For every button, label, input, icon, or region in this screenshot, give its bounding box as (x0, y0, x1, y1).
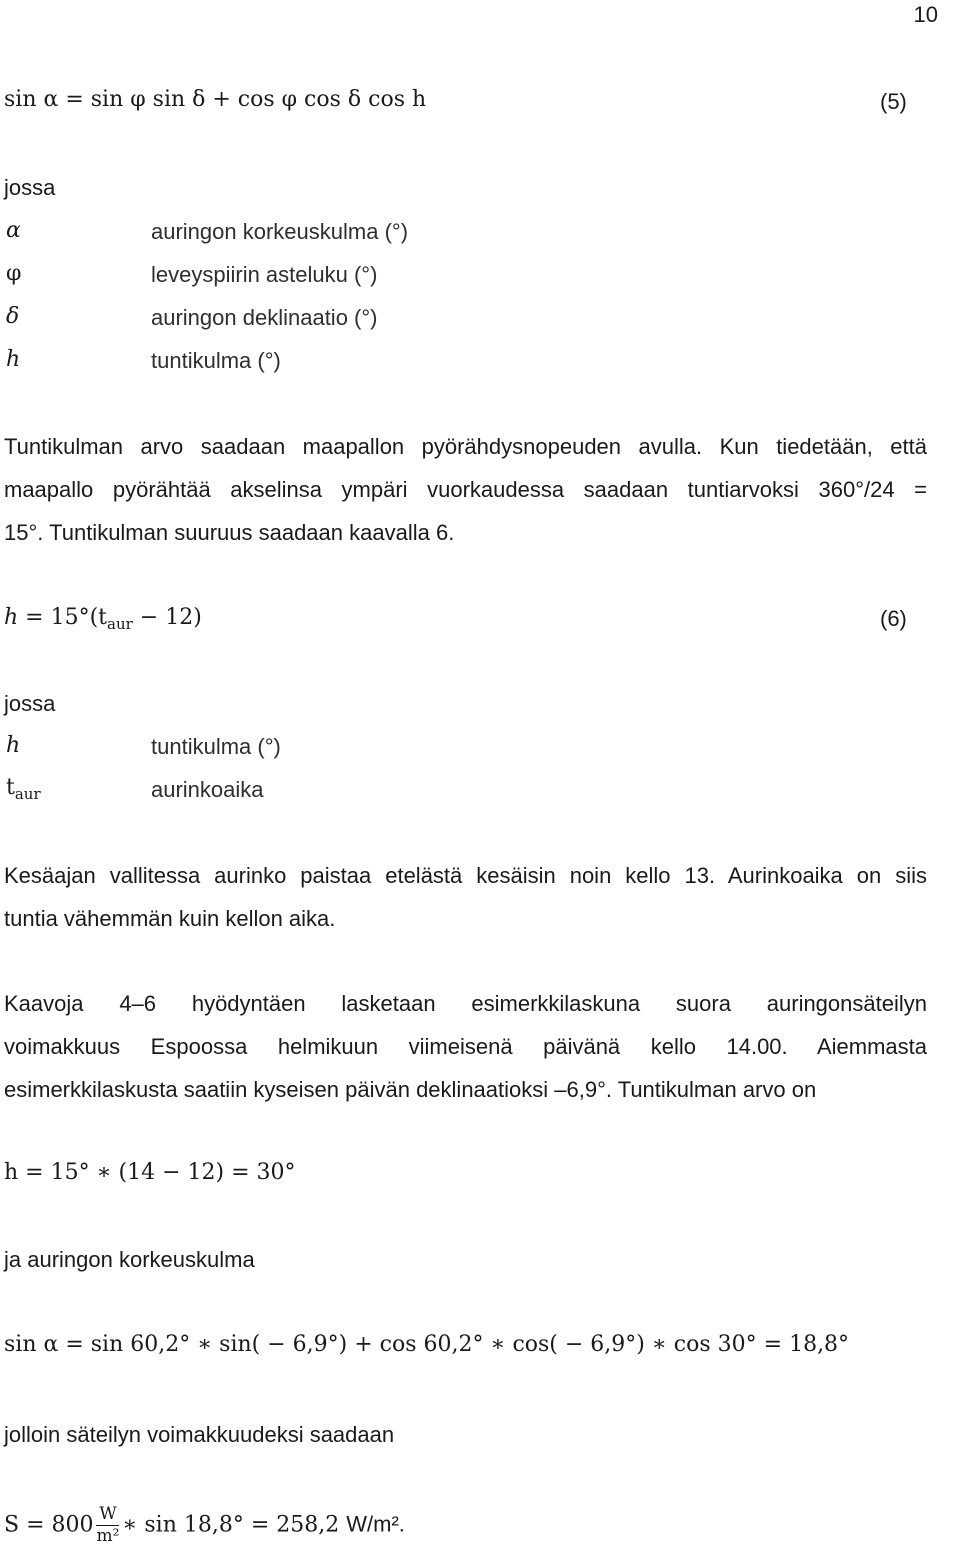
variable-symbol-phi: φ (6, 261, 22, 286)
variable-desc-delta: auringon deklinaatio (°) (151, 305, 378, 330)
fraction-w-per-m2: $\frac{W}{\text{m²}}$ (96, 1504, 120, 1546)
variable-symbol-h: h (6, 733, 21, 758)
variable-desc-alpha: auringon korkeuskulma (°) (151, 219, 409, 244)
paragraph-line: voimakkuus Espoossa helmikuun viimeisenä päivänä kello 14.00. Aiemmasta (4, 1034, 927, 1059)
equation-saeteily: S = 800 $\frac{W}{\text{m²}}$ ∗ sin 18,8° = 258,2 W/m². (4, 1504, 405, 1546)
paragraph-kesaaika (4, 854, 927, 940)
paragraph-esimerkki (4, 982, 927, 1111)
jossa-label: jossa (4, 175, 56, 200)
page-number: 10 (913, 2, 938, 27)
equation-korkeuskulma-value: sin α = sin 60,2° ∗ sin( − 6,9°) + cos 60,2° ∗ cos( − 6,9°) ∗ cos 30° = 18,8° (4, 1332, 850, 1357)
paragraph-line: Tuntikulman arvo saadaan maapallon pyörähdysnopeuden avulla. Kun tiedetään, että (4, 434, 927, 459)
variable-desc-taur: aurinkoaika (151, 777, 264, 802)
variable-desc-h: tuntikulma (°) (151, 348, 281, 373)
paragraph-line: Kesäajan vallitessa aurinko paistaa etelästä kesäisin noin kello 13. Aurinkoaika on siis (4, 863, 927, 888)
equation-6: $h = 15^\circ(t_{aur} - 12)$ (4, 605, 202, 633)
text-korkeuskulma: ja auringon korkeuskulma (4, 1247, 255, 1272)
paragraph-tuntikulma (4, 425, 927, 554)
equation-6-number: (6) (880, 606, 907, 631)
paragraph-line: 15°. Tuntikulman suuruus saadaan kaavalla 6. (4, 520, 455, 545)
paragraph-line: tuntia vähemmän kuin kellon aika. (4, 906, 336, 931)
variable-symbol-taur: $t_{aur}$ (6, 775, 41, 803)
variable-symbol-h: h (6, 347, 21, 372)
variable-symbol-alpha: α (6, 218, 21, 243)
unit-label: W/m². (346, 1511, 405, 1537)
paragraph-line: Kaavoja 4–6 hyödyntäen lasketaan esimerkkilaskuna suora auringonsäteilyn (4, 991, 927, 1016)
variable-symbol-delta: δ (6, 304, 20, 329)
jossa-label: jossa (4, 691, 56, 716)
equation-tuntikulma-value: h = 15° ∗ (14 − 12) = 30° (4, 1160, 296, 1185)
variable-desc-h: tuntikulma (°) (151, 734, 281, 759)
variable-desc-phi: leveyspiirin asteluku (°) (151, 262, 378, 287)
paragraph-line: maapallo pyörähtää akselinsa ympäri vuorkaudessa saadaan tuntiarvoksi 360°/24 = (4, 477, 927, 502)
text-jolloin: jolloin säteilyn voimakkuudeksi saadaan (4, 1422, 395, 1447)
equation-5: sin α = sin φ sin δ + cos φ cos δ cos h (4, 87, 427, 112)
equation-5-number: (5) (880, 89, 907, 114)
paragraph-line: esimerkkilaskusta saatiin kyseisen päivän deklinaatioksi –6,9°. Tuntikulman arvo on (4, 1077, 817, 1102)
